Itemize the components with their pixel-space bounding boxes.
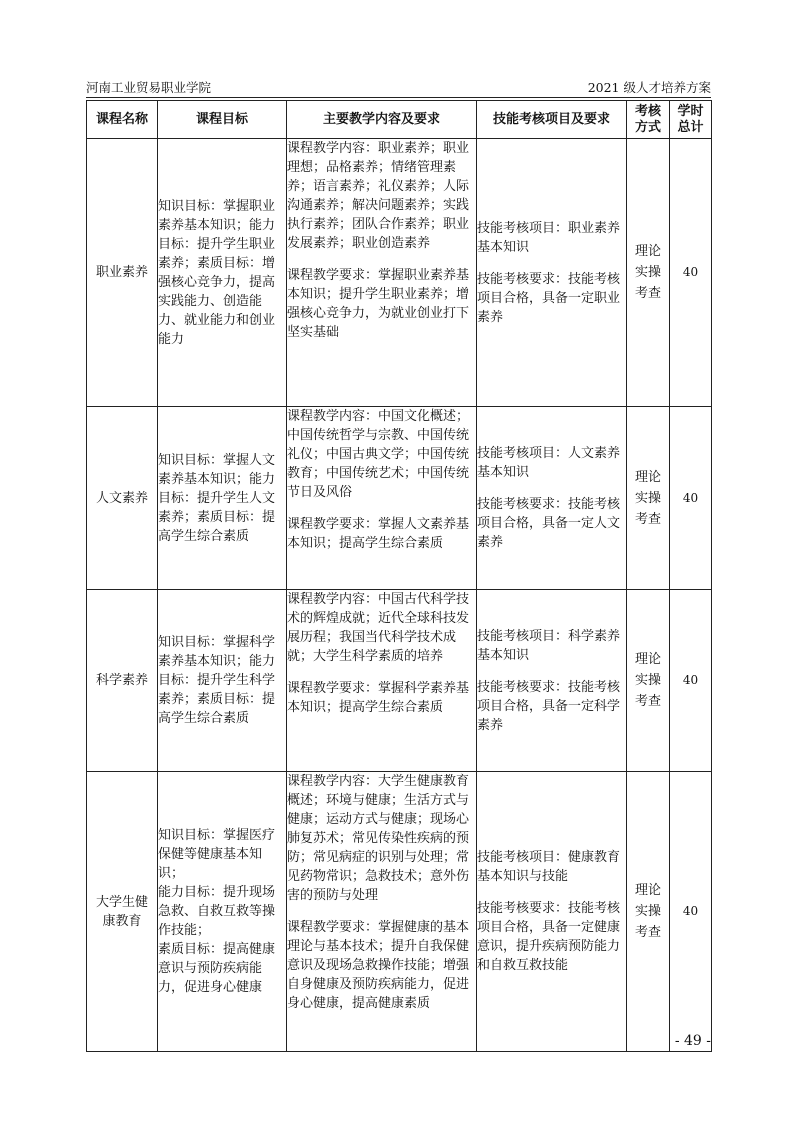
course-name-cell	[87, 590, 158, 772]
skill-assessment-item: 技能考核项目：职业素养基本知识	[477, 220, 621, 255]
course-goal-cell	[158, 590, 287, 772]
assessment-method-line: 理论	[634, 244, 661, 259]
assessment-method-cell	[627, 590, 670, 772]
course-content-cell	[287, 590, 477, 772]
col-header-goal: 课程目标	[158, 101, 287, 139]
skill-assessment-requirement: 技能考核要求：技能考核项目合格，具备一定科学素养	[477, 679, 621, 733]
course-name: 人文素养	[95, 490, 148, 506]
total-hours: 40	[682, 904, 699, 918]
col-header-hours-line: 总计	[677, 119, 704, 135]
col-header-hours	[670, 101, 712, 139]
course-content-items: 课程教学内容：大学生健康教育概述；环境与健康；生活方式与健康；运动方式与健康；现场心肺复苏术；常见传染性疾病的预防；常见病症的识别与处理；常见药物常识；急救技术；意外伤害的预防与处理	[287, 774, 470, 903]
course-name-cell	[87, 772, 158, 1052]
assessment-method-cell	[627, 772, 670, 1052]
assessment-method-line: 理论	[634, 469, 661, 485]
course-content-requirements: 课程教学要求：掌握人文素养基本知识；提高学生综合素质	[287, 517, 470, 551]
total-hours-cell	[670, 407, 712, 590]
assessment-method-cell	[627, 407, 670, 590]
course-content-items: 课程教学内容：中国文化概述；中国传统哲学与宗教、中国传统礼仪；中国古典文学；中国传统教育；中国传统艺术；中国传统节日及风俗	[287, 409, 470, 500]
skill-assessment-cell	[477, 407, 627, 590]
page-number: - 49 -	[674, 1033, 711, 1049]
course-goal-text: 知识目标：掌握科学素养基本知识；能力目标：提升学生科学素养；素质目标：提高学生综合素质	[158, 635, 276, 726]
assessment-method-line: 考查	[634, 286, 661, 301]
assessment-method-line: 实操	[634, 265, 661, 280]
col-header-assess-line: 考核	[634, 103, 661, 119]
course-name: 科学素养	[95, 673, 148, 688]
table-header-row	[87, 101, 712, 139]
total-hours: 40	[682, 265, 699, 279]
total-hours: 40	[682, 673, 699, 687]
course-goal-cell	[158, 772, 287, 1052]
page-header	[86, 79, 711, 96]
total-hours-cell	[670, 139, 712, 407]
assessment-method-line: 理论	[634, 883, 661, 898]
header-document-title: 2021 级人才培养方案	[587, 80, 711, 95]
course-name: 大学生健	[95, 894, 148, 910]
course-content-items: 课程教学内容：中国古代科学技术的辉煌成就；近代全球科技发展历程；我国当代科学技术成就；大学生科学素质的培养	[287, 592, 470, 664]
course-name: 职业素养	[95, 265, 148, 280]
total-hours-cell	[670, 590, 712, 772]
course-content-cell	[287, 772, 477, 1052]
col-header-assess-line: 方式	[634, 119, 661, 135]
course-content-requirements: 课程教学要求：掌握职业素养基本知识；提升学生职业素养；增强核心竞争力，为就业创业打下坚实基础	[287, 268, 470, 340]
col-header-skill: 技能考核项目及要求	[477, 101, 627, 139]
col-header-hours-line: 学时	[677, 103, 704, 119]
course-goal-text: 知识目标：掌握职业素养基本知识；能力目标：提升学生职业素养；素质目标：增强核心竞争力，提高实践能力、创造能力、就业能力和创业能力	[158, 198, 276, 347]
header-rule	[86, 97, 711, 98]
assessment-method-line: 实操	[634, 673, 661, 688]
skill-assessment-requirement: 技能考核要求：技能考核项目合格，具备一定职业素养	[477, 271, 621, 325]
skill-assessment-item: 技能考核项目：人文素养基本知识	[477, 446, 621, 480]
course-goal-text: 素质目标：提高健康意识与预防疾病能力，促进身心健康	[158, 942, 276, 995]
course-name: 康教育	[102, 913, 142, 929]
assessment-method-line: 考查	[634, 511, 661, 527]
course-goal-text: 知识目标：掌握医疗保健等健康基本知识；	[158, 828, 276, 881]
course-goal-text: 能力目标：提升现场急救、自救互救等操作技能；	[158, 885, 276, 938]
skill-assessment-requirement: 技能考核要求：技能考核项目合格，具备一定健康意识，提升疾病预防能力和自救互救技能	[477, 901, 621, 973]
skill-assessment-item: 技能考核项目：健康教育基本知识与技能	[477, 850, 621, 884]
assessment-method-line: 考查	[634, 925, 661, 940]
course-table	[86, 100, 712, 1052]
course-goal-cell	[158, 139, 287, 407]
course-content-requirements: 课程教学要求：掌握科学素养基本知识；提高学生综合素质	[287, 681, 470, 715]
table-row	[87, 139, 712, 407]
course-goal-text: 知识目标：掌握人文素养基本知识；能力目标：提升学生人文素养；素质目标：提高学生综合素质	[158, 452, 276, 544]
skill-assessment-requirement: 技能考核要求：技能考核项目合格，具备一定人文素养	[477, 497, 621, 550]
course-content-cell	[287, 407, 477, 590]
col-header-content: 主要教学内容及要求	[287, 101, 477, 139]
skill-assessment-cell	[477, 139, 627, 407]
header-institution: 河南工业贸易职业学院	[86, 80, 212, 95]
col-header-name: 课程名称	[87, 101, 158, 139]
assessment-method-line: 理论	[634, 652, 661, 667]
course-name-cell	[87, 139, 158, 407]
skill-assessment-cell	[477, 590, 627, 772]
col-header-assess	[627, 101, 670, 139]
total-hours-cell	[670, 772, 712, 1052]
table-row	[87, 772, 712, 1052]
total-hours: 40	[682, 490, 699, 505]
course-goal-cell	[158, 407, 287, 590]
skill-assessment-cell	[477, 772, 627, 1052]
assessment-method-line: 实操	[634, 904, 661, 919]
course-content-items: 课程教学内容：职业素养；职业理想；品格素养；情绪管理素养；语言素养；礼仪素养；人际沟通素养；解决问题素养；实践执行素养；团队合作素养；职业发展素养；职业创造素养	[287, 141, 470, 251]
assessment-method-line: 实操	[634, 490, 661, 506]
course-content-requirements: 课程教学要求：掌握健康的基本理论与基本技术；提升自我保健意识及现场急救操作技能；增强自身健康及预防疾病能力，促进身心健康，提高健康素质	[287, 920, 470, 1011]
skill-assessment-item: 技能考核项目：科学素养基本知识	[477, 628, 621, 663]
table-row	[87, 590, 712, 772]
table-row	[87, 407, 712, 590]
assessment-method-cell	[627, 139, 670, 407]
course-content-cell	[287, 139, 477, 407]
course-name-cell	[87, 407, 158, 590]
assessment-method-line: 考查	[634, 694, 661, 709]
